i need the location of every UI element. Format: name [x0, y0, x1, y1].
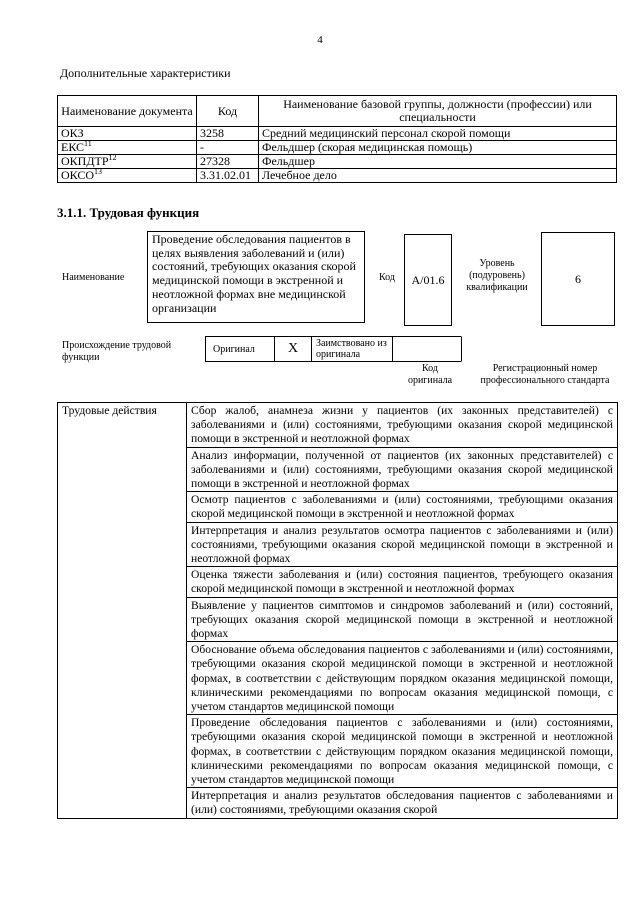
code-original-label: Код оригинала [407, 363, 453, 386]
header-group-name: Наименование базовой группы, должности (профессии) или специальности [259, 96, 617, 127]
labor-function-title: 3.1.1. Трудовая функция [57, 205, 200, 220]
origin-row [206, 336, 611, 362]
doc-cell: ЕКС$^{11}$ [58, 141, 197, 155]
page-number: 4 [317, 34, 323, 46]
table-header-row [58, 96, 617, 127]
qualification-level-label: Уровень (подуровень) квалификации [466, 258, 528, 293]
origin-label: Происхождение трудовой функции [62, 340, 172, 363]
name-cell: Фельдшер [259, 155, 617, 169]
list-item: Проведение обследования пациентов с заболеваниями и (или) состояниями, требующими оказания скорой медицинской помощи в экстренной и неотложной формах, в соответствии с действующим порядком оказания медицинской помощи, клиническими рекомендациями по вопросам оказания медицинской помощи, с учетом стандартов медицинской помощи [187, 715, 618, 788]
table-row [58, 169, 617, 183]
list-item: Интерпретация и анализ результатов осмотра пациентов с заболеваниями и (или) состояниями, требующими оказания скорой медицинской помощи в экстренной и неотложной формах [187, 522, 618, 567]
list-item: Выявление у пациентов симптомов и синдромов заболеваний и (или) состояний, требующих оказания скорой медицинской помощи в экстренной и неотложной формах [187, 597, 618, 642]
doc-cell: ОКСО$^{13}$ [58, 169, 197, 183]
table-row [58, 141, 617, 155]
function-code-box: A/01.6 [404, 234, 452, 326]
list-item: Анализ информации, полученной от пациентов (их законных представителей) с заболеваниями и (или) состояниями, требующими оказания скорой медицинской помощи в экстренной и неотложной формах [187, 447, 618, 492]
name-cell: Лечебное дело [259, 169, 617, 183]
list-item: Сбор жалоб, анамнеза жизни у пациентов (их законных представителей) с заболеваниями и (или) состояниями, требующими оказания скорой медицинской помощи в экстренной и неотложной формах [187, 403, 618, 448]
list-item: Осмотр пациентов с заболеваниями и (или) состояниями, требующими оказания скорой медицинской помощи в экстренной и неотложной формах [187, 492, 618, 522]
doc-cell: ОКЗ [58, 127, 197, 141]
list-item: Обоснование объема обследования пациентов с заболеваниями и (или) состояниями, требующими оказания скорой медицинской помощи в экстренной и неотложной формах, в соответствии с действующим порядком оказания медицинской помощи, клиническими рекомендациями по вопросам оказания медицинской помощи, с учетом стандартов медицинской помощи [187, 642, 618, 715]
name-cell: Фельдшер (скорая медицинская помощь) [259, 141, 617, 155]
header-code: Код [197, 96, 259, 127]
qualification-level-box: 6 [541, 232, 615, 326]
table-row [58, 127, 617, 141]
list-item: Оценка тяжести заболевания и (или) состояния пациентов, требующего оказания скорой медицинской помощи в экстренной и неотложной формах [187, 567, 618, 597]
name-label: Наименование [62, 272, 125, 283]
labor-actions-label: Трудовые действия [58, 403, 187, 819]
reg-number-label: Регистрационный номер профессионального стандарта [480, 363, 610, 386]
additional-characteristics-table [57, 95, 617, 183]
list-item: Интерпретация и анализ результатов обследования пациентов с заболеваниями и (или) состояниями, требующими оказания скорой [187, 788, 618, 818]
doc-cell: ОКПДТР$^{12}$ [58, 155, 197, 169]
code-cell: 3.31.02.01 [197, 169, 259, 183]
original-mark-cell: X [274, 336, 312, 362]
function-name-box: Проведение обследования пациентов в целях выявления заболеваний и (или) состояний, требующих оказания скорой медицинской помощи в экстренной и неотложной формах вне медицинской организации [147, 231, 365, 323]
original-cell: Оригинал [205, 336, 275, 362]
code-label: Код [379, 272, 395, 283]
table-row [58, 403, 618, 448]
table-row [58, 155, 617, 169]
code-cell: 27328 [197, 155, 259, 169]
header-document: Наименование документа [58, 96, 197, 127]
code-original-cell [392, 336, 462, 362]
code-cell: 3258 [197, 127, 259, 141]
reg-number-cell [461, 336, 611, 362]
name-cell: Средний медицинский персонал скорой помощи [259, 127, 617, 141]
code-cell: - [197, 141, 259, 155]
additional-characteristics-title: Дополнительные характеристики [60, 66, 231, 80]
labor-actions-table [57, 402, 618, 819]
borrowed-cell: Заимствовано из оригинала [311, 336, 393, 362]
